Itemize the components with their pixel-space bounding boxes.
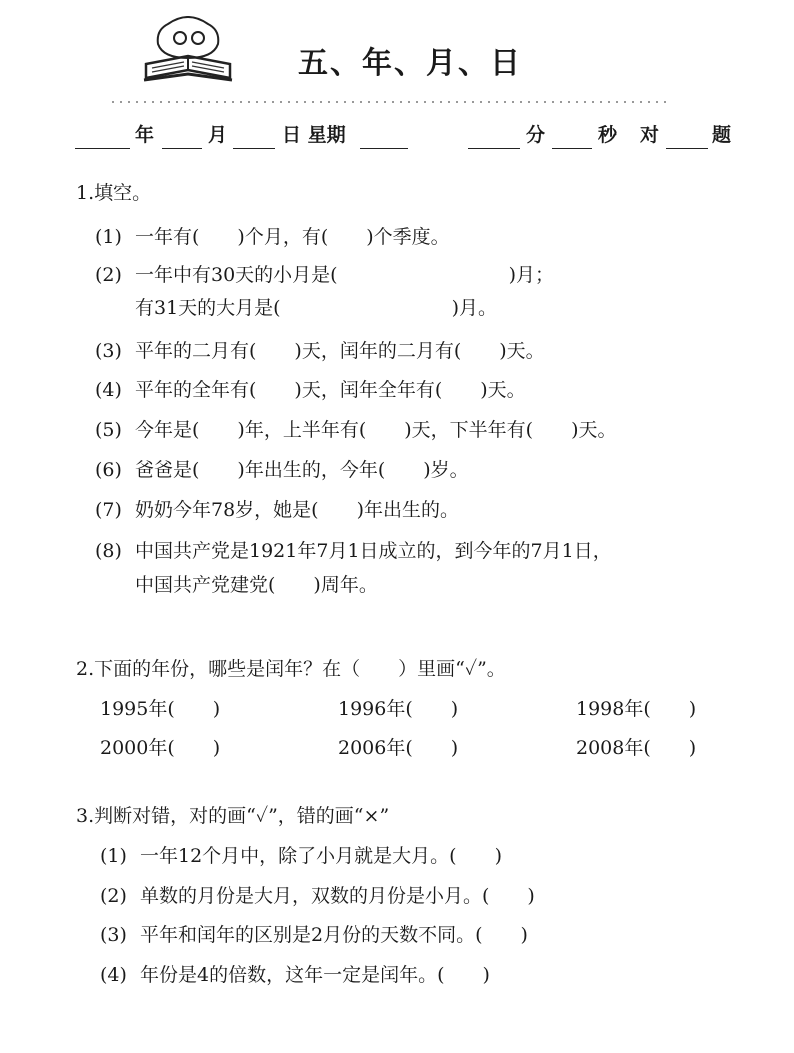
year-option: 1996年( ) (338, 698, 459, 720)
item-text: 爸爸是( )年出生的，今年( )岁。 (135, 459, 469, 481)
item-number: (4) (95, 379, 122, 401)
minute-blank[interactable] (468, 148, 520, 149)
question-label: 题 (712, 124, 732, 146)
item-number: (2) (100, 885, 127, 907)
item-text: 平年的二月有( )天，闰年的二月有( )天。 (135, 340, 545, 362)
year-option: 2008年( ) (576, 737, 697, 759)
second-label: 秒 (598, 124, 618, 146)
fill-item (95, 336, 545, 363)
fill-item (95, 455, 469, 482)
item-text: 一年中有30天的小月是( )月； (135, 264, 555, 286)
day-blank[interactable] (233, 148, 275, 149)
item-number: (3) (100, 924, 127, 946)
fill-item (95, 495, 459, 522)
item-text: 一年12个月中，除了小月就是大月。( ) (140, 845, 503, 867)
weekday-blank[interactable] (360, 148, 408, 149)
item-text: 平年和闰年的区别是2月份的天数不同。( ) (140, 924, 528, 946)
item-text: 年份是4的倍数，这年一定是闰年。( ) (140, 964, 490, 986)
item-number: (8) (95, 540, 122, 562)
item-number: (4) (100, 964, 127, 986)
year-blank[interactable] (75, 148, 130, 149)
month-label: 月 (208, 124, 228, 146)
fill-item (95, 260, 554, 287)
second-blank[interactable] (552, 148, 592, 149)
judge-item (100, 841, 502, 868)
year-option: 2000年( ) (100, 737, 221, 759)
judge-item (100, 920, 528, 947)
judge-item (100, 960, 490, 987)
fill-item-line2: 中国共产党建党( )周年。 (135, 574, 378, 596)
year-option: 1998年( ) (576, 698, 697, 720)
minute-label: 分 (526, 124, 546, 146)
item-number: (3) (95, 340, 122, 362)
item-text: 奶奶今年78岁，她是( )年出生的。 (135, 499, 460, 521)
date-time-header (0, 120, 794, 156)
correct-label: 对 (640, 124, 660, 146)
item-text: 中国共产党是1921年7月1日成立的，到今年的7月1日， (135, 540, 612, 562)
year-label: 年 (135, 124, 155, 146)
month-blank[interactable] (162, 148, 202, 149)
day-weekday-label: 日 星期 (282, 124, 346, 146)
item-number: (1) (100, 845, 127, 867)
fill-item (95, 536, 612, 563)
section-3-heading: 3.判断对错，对的画“✓”，错的画“×” (76, 805, 390, 827)
item-text: 一年有( )个月，有( )个季度。 (135, 226, 450, 248)
item-number: (5) (95, 419, 122, 441)
year-option: 1995年( ) (100, 698, 221, 720)
item-number: (6) (95, 459, 122, 481)
item-number: (7) (95, 499, 122, 521)
section-2-heading: 2.下面的年份，哪些是闰年？在（ ）里画“✓”。 (76, 658, 506, 680)
item-text: 平年的全年有( )天，闰年全年有( )天。 (135, 379, 526, 401)
item-number: (1) (95, 226, 122, 248)
fill-item (95, 222, 450, 249)
item-number: (2) (95, 264, 122, 286)
dotted-divider (112, 99, 672, 105)
page-title: 五、年、月、日 (298, 46, 522, 81)
item-text: 今年是( )年，上半年有( )天，下半年有( )天。 (135, 419, 617, 441)
section-1-heading: 1.填空。 (76, 182, 152, 204)
item-text: 单数的月份是大月，双数的月份是小月。( ) (140, 885, 535, 907)
fill-item (95, 415, 616, 442)
year-option: 2006年( ) (338, 737, 459, 759)
correct-count-blank[interactable] (666, 148, 708, 149)
book-reading-logo (138, 16, 238, 88)
fill-item-line2: 有31天的大月是( )月。 (135, 297, 498, 319)
fill-item (95, 375, 526, 402)
judge-item (100, 881, 535, 908)
